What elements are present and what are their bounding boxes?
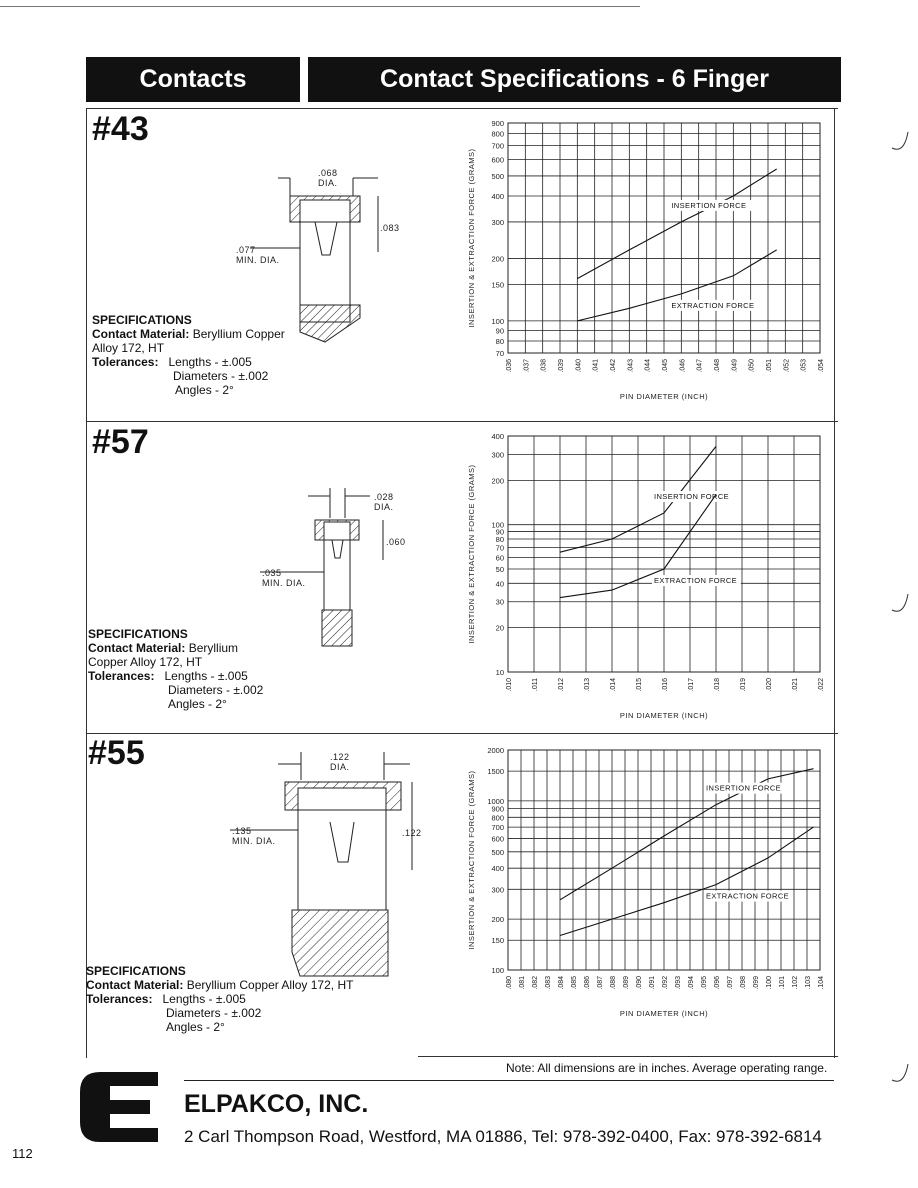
y-tick-label: 300 [491, 217, 504, 227]
contact-43-height: .083 [380, 223, 400, 233]
x-tick-label: .046 [679, 359, 687, 373]
x-tick-label: .084 [558, 976, 565, 990]
x-tick-label: .022 [818, 678, 825, 692]
contact-43-specs [92, 313, 285, 397]
x-tick-label: .014 [610, 678, 617, 692]
y-tick-label: 90 [495, 527, 504, 537]
y-tick-label: 600 [491, 155, 504, 165]
material-value-2: Copper Alloy 172, HT [88, 655, 203, 669]
y-tick-label: 800 [491, 813, 504, 823]
x-tick-label: .087 [597, 976, 604, 990]
insertion-force-line [577, 169, 776, 279]
x-tick-label: .083 [545, 976, 552, 990]
material-value: Beryllium Copper [192, 327, 285, 341]
x-tick-label: .042 [610, 359, 617, 373]
extraction-force-label: EXTRACTION FORCE [654, 576, 738, 586]
x-tick-label: .080 [506, 976, 513, 990]
x-tick-label: .081 [519, 976, 526, 990]
tolerance-diameters: Diameters - ±.002 [173, 369, 269, 383]
x-tick-label: .043 [627, 359, 635, 373]
x-tick-label: .054 [818, 359, 825, 373]
x-tick-label: .097 [727, 976, 734, 990]
x-tick-label: .013 [584, 678, 591, 692]
binder-mark-icon [890, 128, 912, 158]
page-number: 112 [12, 1146, 33, 1161]
contact-57-height: .060 [386, 537, 406, 547]
material-label: Contact Material: [88, 641, 186, 655]
insertion-force-label: INSERTION FORCE [706, 783, 782, 793]
x-tick-label: .053 [800, 359, 808, 373]
elpakco-logo [80, 1072, 160, 1142]
material-value: Beryllium Copper Alloy 172, HT [186, 978, 354, 992]
x-tick-label: .048 [714, 359, 721, 373]
contact-55-top-dia: .122 DIA. [330, 752, 350, 772]
x-tick-label: .020 [766, 678, 773, 692]
y-tick-label: 400 [491, 192, 504, 202]
x-tick-label: .045 [662, 359, 669, 373]
x-tick-label: .088 [610, 976, 617, 990]
x-tick-label: .104 [818, 976, 825, 990]
contact-55-specs [86, 964, 353, 1034]
contact-number-55: #55 [88, 734, 145, 772]
y-tick-label: 20 [495, 623, 504, 633]
frame-right [834, 108, 835, 1058]
y-tick-label: 60 [495, 553, 504, 563]
extraction-force-label: EXTRACTION FORCE [671, 300, 755, 310]
contact-57-specs [88, 627, 263, 711]
tolerance-diameters: Diameters - ±.002 [168, 683, 264, 697]
frame-left [86, 108, 87, 1058]
x-tick-label: .082 [532, 976, 539, 990]
y-tick-label: 1500 [487, 767, 504, 777]
y-tick-label: 1000 [487, 796, 504, 806]
x-tick-label: .049 [731, 359, 739, 373]
x-tick-label: .019 [740, 678, 747, 692]
y-axis-label: INSERTION & EXTRACTION FORCE (GRAMS) [467, 148, 476, 328]
chart-43 [450, 115, 830, 405]
y-tick-label: 90 [495, 326, 504, 336]
y-tick-label: 300 [491, 885, 504, 895]
tolerance-angles: Angles - 2° [168, 697, 227, 711]
y-tick-label: 300 [491, 450, 504, 460]
material-value-2: Alloy 172, HT [92, 341, 165, 355]
y-tick-label: 200 [491, 915, 504, 925]
x-tick-label: .051 [766, 359, 773, 373]
x-tick-label: .092 [662, 976, 669, 990]
specs-title: SPECIFICATIONS [88, 627, 188, 641]
x-tick-label: .016 [662, 678, 669, 692]
x-tick-label: .091 [649, 976, 656, 990]
x-tick-label: .015 [636, 678, 643, 692]
x-axis-label: PIN DIAMETER (INCH) [619, 392, 709, 401]
x-tick-label: .011 [532, 678, 539, 692]
tolerance-label: Tolerances: [92, 355, 159, 369]
tolerance-angles: Angles - 2° [175, 383, 234, 397]
y-tick-label: 200 [491, 476, 504, 486]
y-tick-label: 400 [491, 864, 504, 874]
contact-number-57: #57 [92, 423, 149, 461]
tolerance-label: Tolerances: [88, 669, 155, 683]
y-tick-label: 30 [495, 597, 504, 607]
x-tick-label: .018 [714, 678, 721, 692]
x-tick-label: .093 [675, 976, 682, 990]
logo-mark [80, 1072, 160, 1142]
contact-number-43: #43 [92, 110, 149, 148]
y-tick-label: 700 [491, 823, 504, 833]
y-tick-label: 10 [495, 668, 504, 677]
x-tick-label: .086 [584, 976, 591, 990]
tolerance-lengths: Lengths - ±.005 [168, 355, 252, 369]
section-title-contacts: Contacts [86, 57, 300, 102]
material-label: Contact Material: [92, 327, 190, 341]
extraction-force-label: EXTRACTION FORCE [706, 891, 790, 901]
x-tick-label: .099 [753, 976, 760, 990]
divider-43-57 [86, 421, 838, 422]
specs-title: SPECIFICATIONS [86, 964, 186, 978]
x-axis-label: PIN DIAMETER (INCH) [619, 711, 709, 720]
contact-57-top-dia: .028 DIA. [374, 492, 394, 512]
y-tick-label: 800 [491, 129, 504, 139]
y-tick-label: 600 [491, 834, 504, 844]
x-axis-label: PIN DIAMETER (INCH) [619, 1009, 709, 1018]
y-tick-label: 500 [491, 171, 504, 181]
material-label: Contact Material: [86, 978, 184, 992]
divider-57-55 [86, 733, 838, 734]
x-tick-label: .102 [792, 976, 799, 990]
x-tick-label: .038 [540, 359, 548, 373]
x-tick-label: .096 [714, 976, 721, 990]
frame-top [86, 108, 838, 109]
tolerance-label: Tolerances: [86, 992, 153, 1006]
chart-57 [450, 428, 830, 724]
material-value: Beryllium [188, 641, 239, 655]
x-tick-label: .021 [792, 678, 799, 692]
y-tick-label: 200 [491, 254, 504, 264]
x-tick-label: .103 [805, 976, 812, 990]
y-tick-label: 400 [491, 432, 504, 441]
x-tick-label: .098 [740, 976, 747, 990]
y-tick-label: 900 [491, 119, 504, 128]
x-tick-label: .017 [688, 678, 695, 692]
y-axis-label: INSERTION & EXTRACTION FORCE (GRAMS) [467, 770, 476, 950]
x-tick-label: .012 [558, 678, 565, 692]
x-tick-label: .040 [575, 359, 583, 373]
contact-55-height: .122 [402, 828, 422, 838]
x-tick-label: .090 [636, 976, 643, 990]
dimensions-note: Note: All dimensions are in inches. Average operating range. [506, 1061, 828, 1075]
tolerance-diameters: Diameters - ±.002 [166, 1006, 262, 1020]
insertion-force-label: INSERTION FORCE [654, 492, 730, 502]
contact-43-min-dia: .077 MIN. DIA. [236, 245, 280, 265]
binder-mark-icon [890, 590, 912, 620]
y-tick-label: 80 [495, 534, 504, 544]
y-axis-label: INSERTION & EXTRACTION FORCE (GRAMS) [467, 464, 476, 644]
x-tick-label: .037 [523, 359, 531, 373]
x-tick-label: .010 [506, 678, 513, 692]
y-tick-label: 900 [491, 804, 504, 814]
contact-43-top-dia: .068 DIA. [318, 168, 338, 188]
y-tick-label: 100 [491, 966, 504, 975]
x-tick-label: .095 [701, 976, 708, 990]
y-tick-label: 700 [491, 141, 504, 151]
company-name: ELPAKCO, INC. [184, 1090, 369, 1118]
binder-mark-icon [890, 1060, 912, 1090]
y-tick-label: 70 [495, 349, 504, 358]
y-tick-label: 40 [495, 579, 504, 589]
y-tick-label: 50 [495, 565, 504, 575]
tolerance-angles: Angles - 2° [166, 1020, 225, 1034]
x-tick-label: .085 [571, 976, 578, 990]
x-tick-label: .041 [592, 359, 600, 373]
contact-57-min-dia: .035 MIN. DIA. [262, 568, 306, 588]
page-title: Contact Specifications - 6 Finger [308, 57, 841, 102]
y-tick-label: 150 [491, 280, 504, 290]
x-tick-label: .039 [558, 359, 565, 373]
y-tick-label: 500 [491, 847, 504, 857]
y-tick-label: 80 [495, 336, 504, 346]
y-tick-label: 70 [495, 543, 504, 553]
x-tick-label: .052 [783, 359, 791, 373]
x-tick-label: .036 [506, 359, 513, 373]
contact-55-drawing [230, 752, 430, 977]
contact-55-min-dia: .135 MIN. DIA. [232, 826, 276, 846]
y-tick-label: 150 [491, 936, 504, 946]
specs-title: SPECIFICATIONS [92, 313, 192, 327]
x-tick-label: .101 [779, 976, 786, 990]
frame-bottom [418, 1056, 838, 1057]
x-tick-label: .044 [644, 359, 652, 373]
x-tick-label: .047 [696, 359, 704, 373]
y-tick-label: 2000 [487, 746, 504, 755]
top-rule [0, 6, 640, 7]
tolerance-lengths: Lengths - ±.005 [164, 669, 248, 683]
x-tick-label: .100 [766, 976, 773, 990]
insertion-force-label: INSERTION FORCE [671, 200, 747, 210]
x-tick-label: .050 [748, 359, 756, 373]
footer-rule [184, 1080, 834, 1081]
tolerance-lengths: Lengths - ±.005 [162, 992, 246, 1006]
y-tick-label: 100 [491, 520, 504, 530]
x-tick-label: .094 [688, 976, 695, 990]
chart-55 [450, 742, 830, 1022]
x-tick-label: .089 [623, 976, 630, 990]
y-tick-label: 100 [491, 316, 504, 326]
company-address: 2 Carl Thompson Road, Westford, MA 01886, Tel: 978-392-0400, Fax: 978-392-6814 [184, 1127, 822, 1146]
